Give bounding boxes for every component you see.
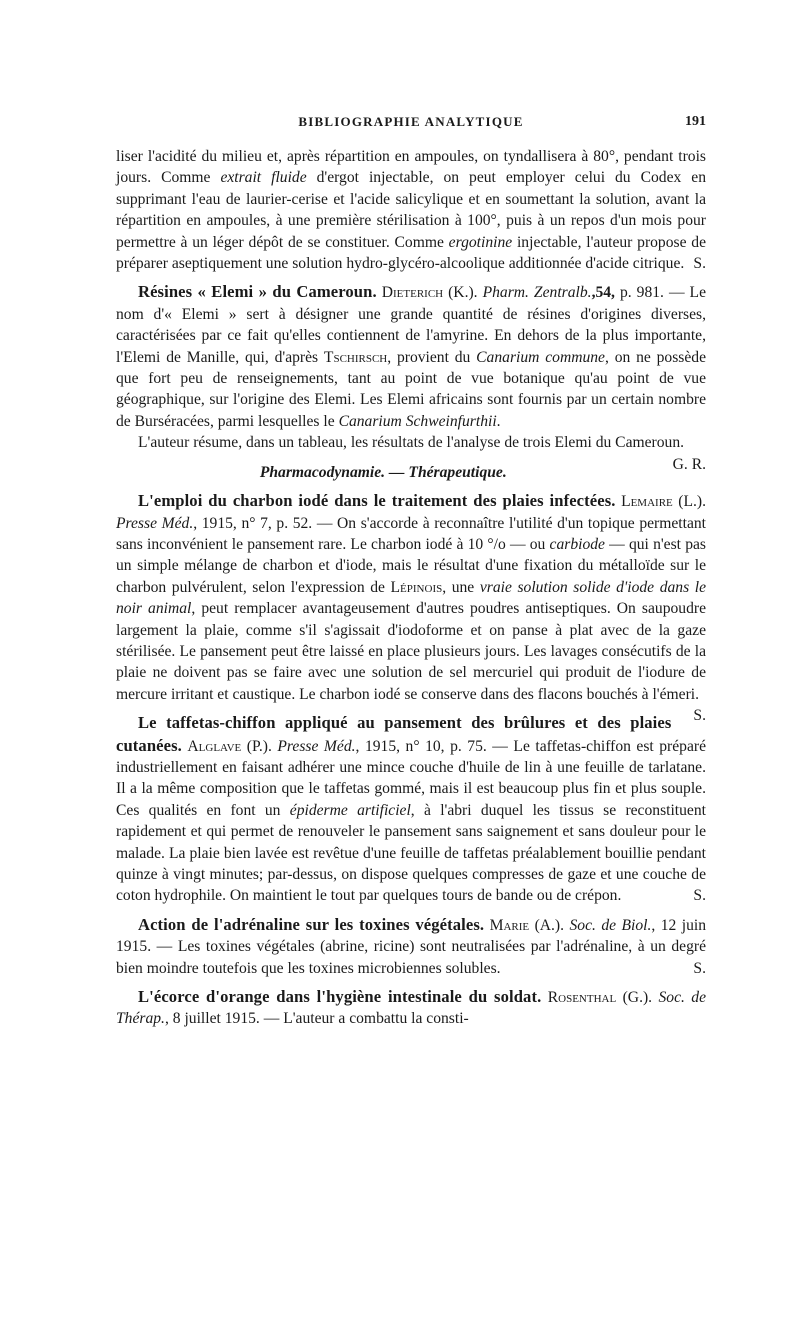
author-initial: (G.).: [616, 989, 659, 1007]
journal-name: Soc. de Biol.: [569, 916, 652, 934]
journal-reference: , 8 juillet 1915.: [164, 1010, 260, 1028]
author-initial: (K.).: [443, 284, 483, 302]
text-run: p. 981. — Le nom d'« Elemi » sert à désigner une grande quantité de résines d'origines diverses, caractérisées par ce fait qu'elles contiennent de l'amyrine. En dehors de la plus importante, l'Elemi de Manille, qui, d'après: [116, 284, 706, 366]
author-signature: S.: [693, 887, 706, 905]
text-italic: ergotinine: [448, 233, 513, 251]
journal-name: Presse Méd.: [116, 514, 194, 532]
author-signature: S.: [693, 959, 706, 977]
author-initial: (P.).: [241, 737, 278, 755]
text-run: , une: [442, 578, 480, 596]
text-run: .: [496, 412, 501, 430]
author-initial: (L.).: [672, 493, 707, 511]
article-author: Alglave: [187, 737, 242, 755]
text-run: — Le taffetas-chiffon est préparé industriellement en faisant adhérer une mince couche d'huile de lin à une feuille de tarlatane. Il a la même composition que le taffetas gommé, mais il est beaucoup plus fin et plus souple. Ces qualités en font un: [116, 737, 707, 819]
text-italic: extrait fluide: [220, 169, 307, 187]
article-title: Résines « Elemi » du Cameroun.: [138, 282, 377, 302]
article-adrenaline: [116, 914, 706, 979]
article-author: Marie: [489, 916, 530, 934]
author-signature: G. R.: [672, 455, 706, 473]
text-run: — Les toxines végétales (abrine, ricine) sont neutralisées par l'adrénaline, à un degré bien moindre toutefois que les toxines microbiennes solubles.: [116, 938, 706, 977]
author-signature: S.: [693, 255, 706, 273]
cited-author: Lépinois: [390, 578, 443, 596]
continuation-paragraph: [116, 146, 706, 274]
article-title: L'emploi du charbon iodé dans le traitement des plaies infectées.: [138, 491, 616, 511]
journal-reference: , 1915, n° 7, p. 52.: [193, 514, 313, 532]
journal-name: Soc. de Thérap.: [116, 989, 707, 1028]
text-run: , à l'abri duquel les tissus se reconstituent rapidement et qui permet de renouveler le pansement sans saignement et sans douleur pour le malade. La plaie bien lavée est revêtue d'une feuille de taffetas préalablement bouillie pendant quinze à vingt minutes; par-dessus, on dispose quelques compresses de gaze et une couche de coton hydrophile. On maintient le tout par quelques tours de bande ou de crépon.: [116, 801, 706, 905]
text-italic: Canarium commune: [476, 348, 605, 366]
text-run: , provient du: [387, 348, 477, 366]
article-author: Rosenthal: [547, 989, 617, 1007]
text-italic: carbiode: [549, 535, 605, 553]
text-run: d'ergot injectable, on peut employer celui du Codex en supprimant l'eau de laurier-cerise et l'acide salicylique et en soumettant la solution, avant la répartition en ampoules, à une première stérilisation à 100°, puis à un repos d'un mois pour permettre à un léger dépôt de se constituer. Comme: [116, 169, 706, 251]
cited-author: Tschirsch: [323, 348, 388, 366]
article-title: Le taffetas-chiffon appliqué au pansement des brûlures et des plaies cutanées.: [116, 713, 672, 755]
page-body: [116, 146, 706, 1030]
journal-name: Presse Méd.: [277, 737, 356, 755]
article-title: Action de l'adrénaline sur les toxines végétales.: [138, 914, 485, 934]
page-number: 191: [685, 114, 706, 129]
text-run: — On s'accorde à reconnaître l'utilité d'un topique permettant sans inconvénient le pansement rare. Le charbon iodé à 10 °/o — ou: [116, 514, 706, 553]
text-run: , on ne possède que fort peu de renseignements, tant au point de vue botanique qu'au point de vue géographique, sur l'origine des Elemi. Les Elemi africains sont fournis par un certain nombre de Burséracées, parmi lesquelles le: [116, 348, 707, 430]
journal-volume: ,54,: [591, 284, 615, 302]
text-run: L'auteur résume, dans un tableau, les résultats de l'analyse de trois Elemi du Cameroun.: [138, 434, 685, 452]
running-title: BIBLIOGRAPHIE ANALYTIQUE: [298, 114, 524, 129]
article-ecorce-orange: [116, 986, 706, 1030]
text-run: injectable, l'auteur propose de préparer aseptiquement une solution hydro-glycéro-alcoolique additionnée d'acide citrique.: [116, 233, 707, 273]
text-italic: vraie solution solide d'iode dans le noir animal: [116, 578, 706, 618]
text-italic: épiderme artificiel: [289, 801, 411, 819]
journal-name: Pharm. Zentralb.: [482, 284, 592, 302]
article-elemi: [116, 281, 706, 432]
author-signature: S.: [693, 707, 706, 725]
running-header: [116, 114, 706, 138]
article-title: L'écorce d'orange dans l'hygiène intestinale du soldat.: [138, 987, 542, 1007]
text-run: — qui n'est pas un simple mélange de charbon et d'iode, mais le résultat d'une fixation du métalloïde sur le charbon pulvérulent, selon l'expression de: [116, 535, 706, 596]
article-author: Dieterich: [381, 284, 444, 302]
article-charbon-iode: [116, 490, 707, 725]
journal-reference: , 1915, n° 10, p. 75.: [355, 737, 487, 755]
article-author: Lemaire: [621, 493, 673, 511]
article-taffetas-chiffon: [116, 712, 706, 907]
text-run: , peut remplacer avantageusement d'autres poudres antiseptiques. On saupoudre largement la plaie, comme s'il s'agissait d'iodoforme et on panse à plat avec de la gaze stérilisée. Le pansement peut être laissé en place plusieurs jours. Les lavages consécutifs de la plaie ne doivent pas se faire avec une solution de sel mercuriel qui produit de l'iodure de mercure irritant et caustique. Le charbon iodé se conserve dans des flacons bouchés à l'émeri.: [116, 600, 706, 703]
section-heading: Pharmacodynamie. — Thérapeutique.: [259, 463, 507, 481]
text-italic: Canarium Schweinfurthii: [338, 412, 497, 430]
journal-reference: , 12 juin 1915.: [116, 916, 707, 956]
text-run: liser l'acidité du milieu et, après répartition en ampoules, on tyndallisera à 80°, pendant trois jours. Comme: [116, 148, 706, 187]
text-run: — L'auteur a combattu la consti-: [259, 1010, 469, 1028]
author-initial: (A.).: [529, 916, 570, 934]
